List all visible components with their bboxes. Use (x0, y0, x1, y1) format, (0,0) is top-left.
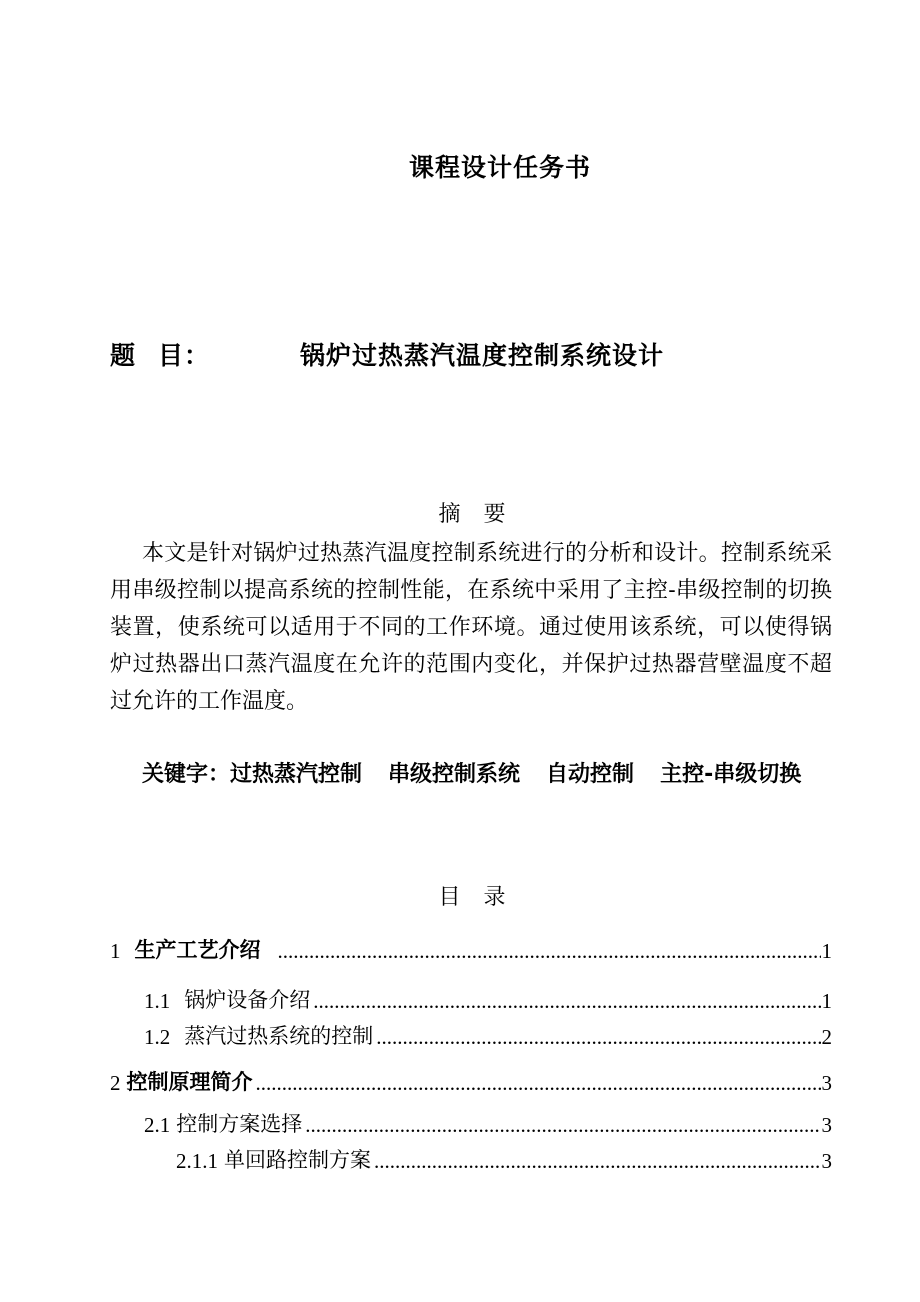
keyword-item: 自动控制 (546, 762, 635, 787)
toc-entry-title: 锅炉设备介绍 (184, 988, 311, 1012)
toc-entry-title: 蒸汽过热系统的控制 (184, 1024, 374, 1048)
toc-entry-number: 2 (110, 1071, 121, 1095)
toc-entry-page: 1 (821, 989, 832, 1013)
toc-entry[interactable] (176, 1144, 832, 1174)
toc-entry-number: 2.1.1 (176, 1149, 218, 1173)
toc-heading: 目 录 (438, 885, 507, 910)
toc-entry[interactable] (144, 1108, 832, 1138)
keyword-item: 主控-串级切换 (660, 762, 802, 787)
toc-leader-dots (313, 989, 820, 1014)
toc-entry[interactable] (110, 1066, 832, 1096)
toc-leader-dots (278, 939, 821, 964)
toc-entry-number: 1.1 (144, 989, 171, 1013)
keyword-item: 过热蒸汽控制 (230, 762, 363, 787)
toc-leader-dots (305, 1113, 820, 1138)
toc-entry-title: 生产工艺介绍 (134, 938, 261, 962)
toc-entry-number: 1.2 (144, 1025, 171, 1049)
toc-entry[interactable] (110, 934, 832, 964)
toc-entry-title: 控制原理简介 (126, 1070, 253, 1094)
toc-entry[interactable] (144, 1020, 832, 1050)
keywords (110, 756, 832, 794)
toc-leader-dots (376, 1025, 820, 1050)
toc-entry-page: 2 (821, 1025, 832, 1049)
abstract-heading: 摘 要 (438, 502, 507, 527)
toc-leader-dots (374, 1149, 821, 1174)
keywords-label: 关键字： (142, 762, 231, 787)
toc-entry-page: 1 (821, 939, 832, 963)
keyword-item: 串级控制系统 (388, 762, 521, 787)
toc-entry-title: 控制方案选择 (176, 1112, 303, 1136)
toc-entry-page: 3 (821, 1071, 832, 1095)
toc-entry-page: 3 (821, 1149, 832, 1173)
subject-row (110, 336, 664, 372)
toc-entry-title: 单回路控制方案 (224, 1148, 371, 1172)
toc-entry-page: 3 (821, 1113, 832, 1137)
toc-entry-number: 2.1 (144, 1113, 171, 1137)
toc-leader-dots (256, 1071, 821, 1096)
abstract-body: 本文是针对锅炉过热蒸汽温度控制系统进行的分析和设计。控制系统采用串级控制以提高系统的控制性能，在系统中采用了主控-串级控制的切换装置，使系统可以适用于不同的工作环境。通过使用该系统，可以使得锅炉过热器出口蒸汽温度在允许的范围内变化，并保护过热器营壁温度不超过允许的工作温度。 (110, 541, 832, 714)
subject-text: 锅炉过热蒸汽温度控制系统设计 (300, 341, 665, 370)
toc-entry-number: 1 (110, 939, 121, 963)
subject-label: 题 目： (110, 341, 211, 370)
document-title: 课程设计任务书 (408, 153, 591, 182)
toc-entry[interactable] (144, 984, 832, 1014)
